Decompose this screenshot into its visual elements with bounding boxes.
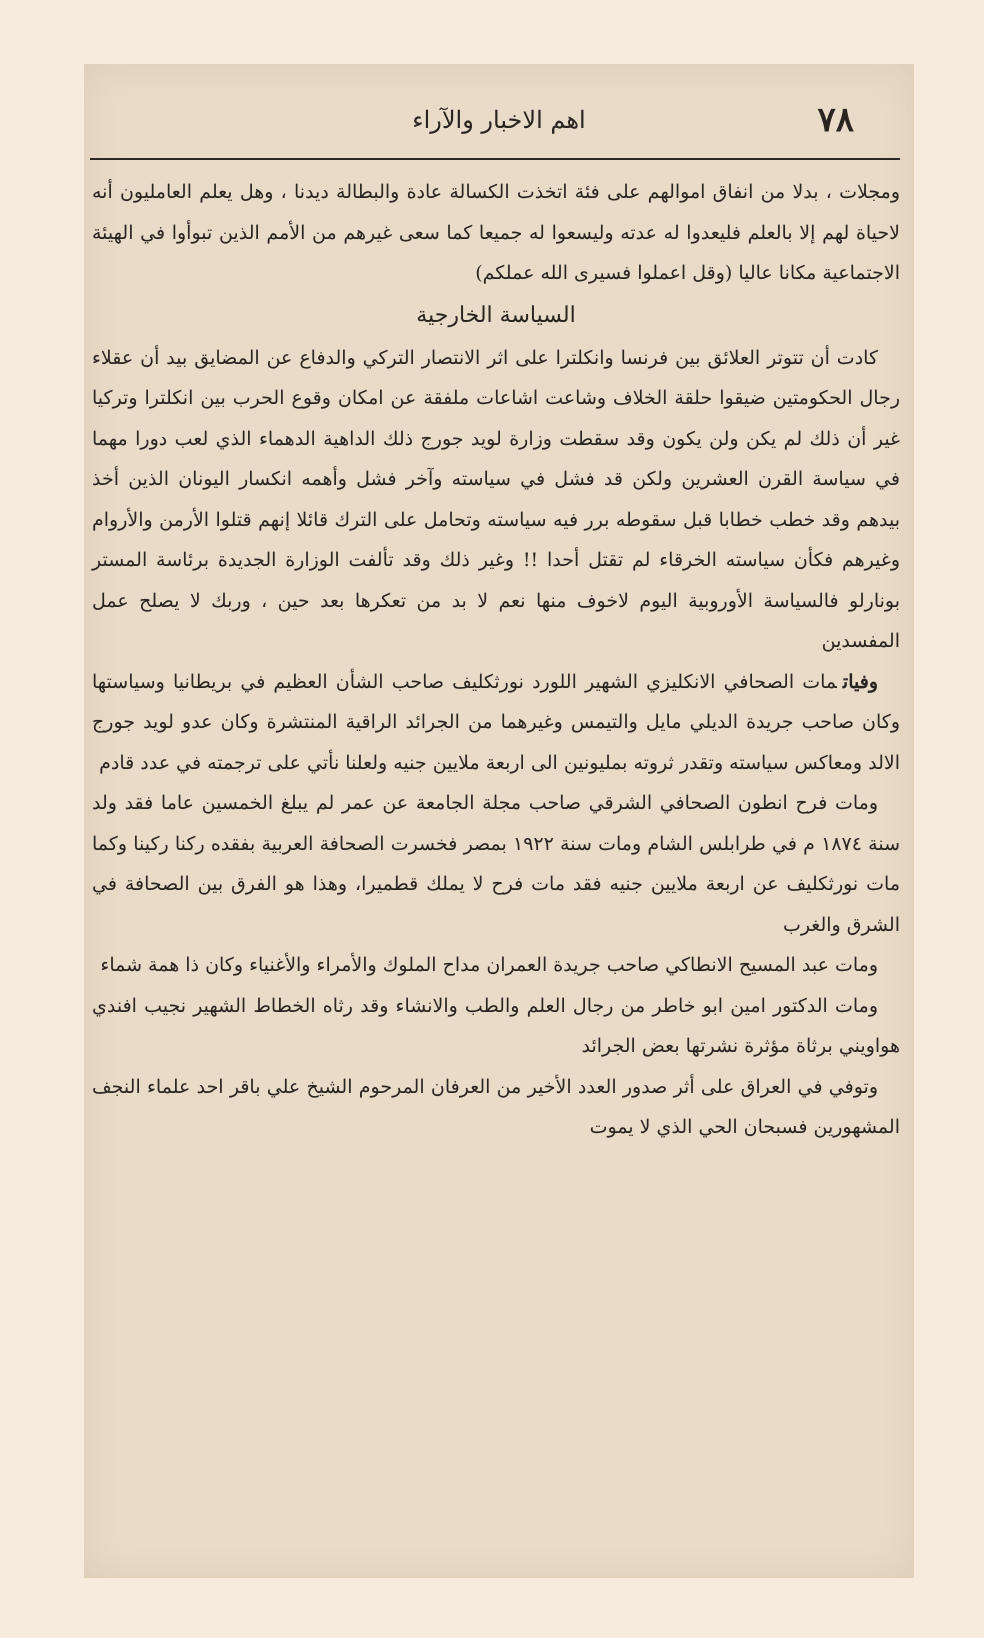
paragraph-farah-antun: ومات فرح انطون الصحافي الشرقي صاحب مجلة الجامعة عن عمر لم يبلغ الخمسين عاما فقد ولد سنة ١٨٧٤ م في طرابلس الشام ومات سنة ١٩٢٢ بمصر فخسرت الصحافة العربية بفقده ركنا ركينا وكما مات نورثكليف عن اربعة ملايين جنيه فقد مات فرح لا يملك قطميرا، وهذا هو الفرق بين الصحافة في الشرق والغرب <box>92 792 900 936</box>
paragraph-foreign-policy: كادت أن تتوتر العلائق بين فرنسا وانكلترا على اثر الانتصار التركي والدفاع عن المضايق بيد أن عقلاء رجال الحكومتين ضيقوا حلقة الخلاف وشاعت اشاعات ملفقة عن امكان وقوع الحرب بين انكلترا وتركيا غير أن ذلك لم يكن ولن يكون وقد سقطت وزارة لويد جورج ذلك الداهية الدهماء الذي لعب دورا مهما في سياسة القرن العشرين ولكن قد فشل في سياسته وآخر فشل وأهمه انكسار اليونان الذين أخذ بيدهم وقد خطب خطابا قبل سقوطه برر فيه سياسته وتحامل على الترك قائلا إنهم قتلوا الأرمن والأروام وغيرهم فكأن سياسته الخرقاء لم تقتل أحدا !! وغير ذلك وقد تألفت الوزارة الجديدة برئاسة المستر بونارلو فالسياسة الأوروبية اليوم لاخوف منها نعم لا بد من تعكرها بعد حين ، وربك لا يصلح عمل المفسدين <box>92 346 900 652</box>
paragraph-antaki: ومات عبد المسيح الانطاكي صاحب جريدة العمران مداح الملوك والأمراء والأغنياء وكان ذا همة شماء <box>100 954 878 976</box>
paragraph-ali-baqir: وتوفي في العراق على أثر صدور العدد الأخير من العرفان المرحوم الشيخ علي باقر احد علماء النجف المشهورين فسبحان الحي الذي لا يموت <box>92 1075 900 1138</box>
paragraph-deaths-northcliffe <box>92 662 900 784</box>
article-body <box>92 172 900 1148</box>
section-heading: السياسة الخارجية <box>416 302 576 328</box>
paragraph-intro: ومجلات ، بدلا من انفاق اموالهم على فئة اتخذت الكسالة عادة والبطالة ديدنا ، وهل يعلم العامليون أنه لاحياة لهم إلا بالعلم فليعدوا له عدته وليسعوا له جميعا كما سعى غيرهم من الأمم الذين تبوأوا في الهيئة الاجتماعية مكانا عاليا (وقل اعملوا فسيرى الله عملكم) <box>92 181 900 284</box>
paragraph-abu-khater: ومات الدكتور امين ابو خاطر من رجال العلم والطب والانشاء وقد رثاه الخطاط الشهير نجيب افندي هواويني برثاة مؤثرة نشرتها بعض الجرائد <box>92 994 900 1057</box>
deaths-label: وفيات <box>842 670 878 693</box>
scanned-page <box>84 64 914 1578</box>
running-head <box>124 100 874 152</box>
header-rule <box>90 158 900 160</box>
deaths-northcliffe-text: مات الصحافي الانكليزي الشهير اللورد نورثكليف صاحب الشأن العظيم في بريطانيا وسياستها وكان صاحب جريدة الديلي مايل والتيمس وغيرهما من الجرائد الراقية المنتشرة وكان عدو لويد جورج الالد ومعاكس سياسته وتقدر ثروته بمليونين الى اربعة ملايين جنيه ولعلنا نأتي على ترجمته في عدد قادم <box>92 670 900 774</box>
page-number: ٧٨ <box>817 100 854 140</box>
header-title: اهم الاخبار والآراء <box>412 106 586 134</box>
